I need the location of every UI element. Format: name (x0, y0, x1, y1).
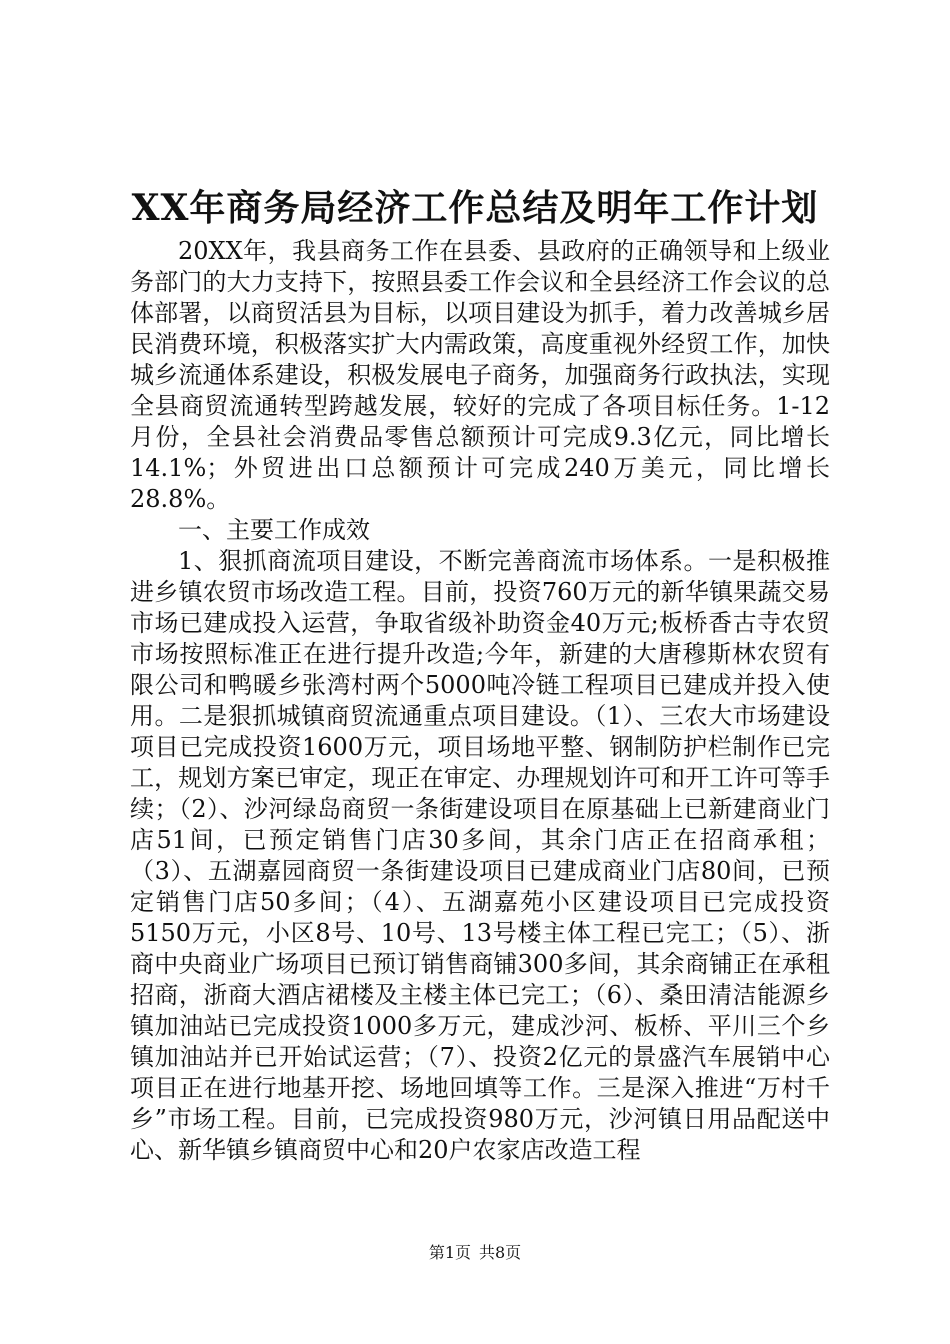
document-title: XX年商务局经济工作总结及明年工作计划 (131, 187, 819, 229)
page-number: 第1页 (428, 1243, 471, 1262)
page-footer (0, 1243, 950, 1263)
section-heading: 一、主要工作成效 (178, 516, 370, 544)
intro-paragraph: 20XX年，我县商务工作在县委、县政府的正确领导和上级业务部门的大力支持下，按照县委工作会议和全县经济工作会议的总体部署，以商贸活县为目标，以项目建设为抓手，着力改善城乡居民消费环境，积极落实扩大内需政策，高度重视外经贸工作，加快城乡流通体系建设，积极发展电子商务，加强商务行政执法，实现全县商贸流通转型跨越发展，较好的完成了各项目标任务。1-12月份，全县社会消费品零售总额预计可完成9.3亿元，同比增长14.1%；外贸进出口总额预计可完成240万美元，同比增长28.8%。 (130, 237, 830, 513)
document-body (130, 236, 830, 1166)
page-total: 共8页 (479, 1243, 522, 1262)
body-paragraph: 1、狠抓商流项目建设，不断完善商流市场体系。一是积极推进乡镇农贸市场改造工程。目前，投资760万元的新华镇果蔬交易市场已建成投入运营，争取省级补助资金40万元;板桥香古寺农贸市场按照标准正在进行提升改造;今年，新建的大唐穆斯林农贸有限公司和鸭暖乡张湾村两个5000吨冷链工程项目已建成并投入使用。二是狠抓城镇商贸流通重点项目建设。（1）、三农大市场建设项目已完成投资1600万元，项目场地平整、钢制防护栏制作已完工，规划方案已审定，现正在审定、办理规划许可和开工许可等手续；（2）、沙河绿岛商贸一条街建设项目在原基础上已新建商业门店51间，已预定销售门店30多间，其余门店正在招商承租；（3）、五湖嘉园商贸一条街建设项目已建成商业门店80间，已预定销售门店50多间；（4）、五湖嘉苑小区建设项目已完成投资5150万元，小区8号、10号、13号楼主体工程已完工；（5）、浙商中央商业广场项目已预订销售商铺300多间，其余商铺正在承租招商，浙商大酒店裙楼及主楼主体已完工；（6）、桑田清洁能源乡镇加油站已完成投资1000多万元，建成沙河、板桥、平川三个乡镇加油站并已开始试运营；（7）、投资2亿元的景盛汽车展销中心项目正在进行地基开挖、场地回填等工作。三是深入推进“万村千乡”市场工程。目前，已完成投资980万元，沙河镇日用品配送中心、新华镇乡镇商贸中心和20户农家店改造工程 (130, 547, 830, 1164)
